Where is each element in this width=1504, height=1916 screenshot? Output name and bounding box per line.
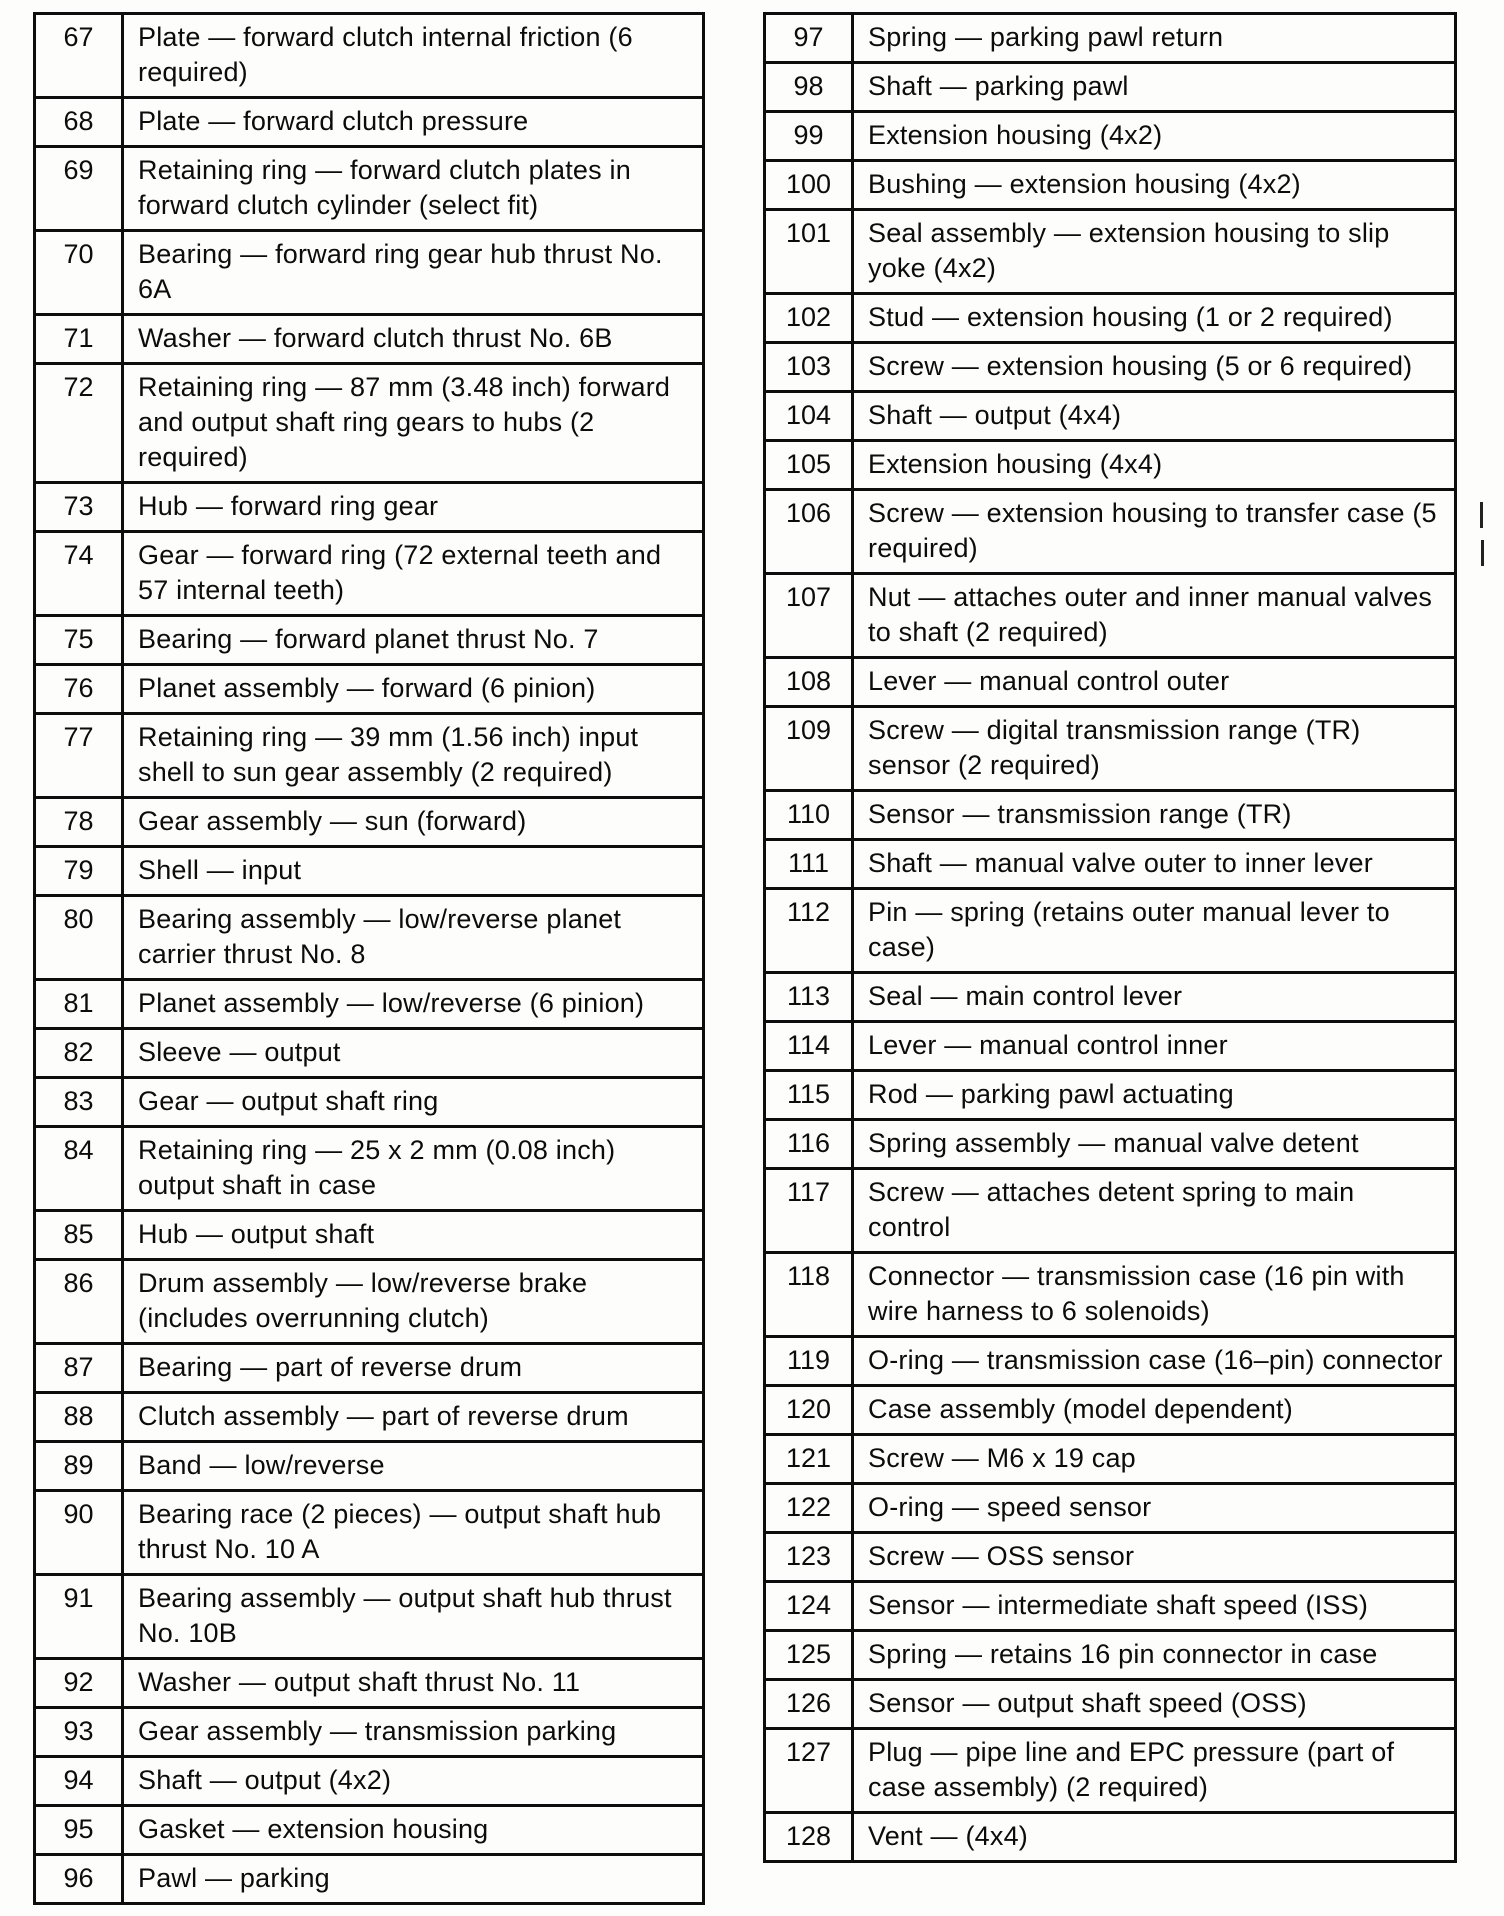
- table-row: [766, 1678, 1454, 1727]
- table-row: [766, 1811, 1454, 1860]
- table-row: [36, 796, 702, 845]
- part-number-cell: 124: [766, 1583, 854, 1629]
- part-description-cell: Spring assembly — manual valve detent: [868, 1128, 1359, 1158]
- part-description-cell: Extension housing (4x4): [868, 449, 1163, 479]
- table-row: [36, 1076, 702, 1125]
- part-number-cell: 82: [36, 1030, 124, 1076]
- part-number-cell: 103: [766, 344, 854, 390]
- part-description-cell: Shaft — output (4x2): [138, 1765, 392, 1795]
- part-description-cell: Screw — digital transmission range (TR) sensor (2 required): [868, 715, 1361, 780]
- table-row: [36, 1804, 702, 1853]
- part-description-cell: Bearing race (2 pieces) — output shaft hub thrust No. 10 A: [138, 1499, 662, 1564]
- table-row: [36, 145, 702, 229]
- part-number-cell: 70: [36, 232, 124, 313]
- table-row: [766, 789, 1454, 838]
- part-description-cell: O-ring — transmission case (16–pin) connector: [868, 1345, 1443, 1375]
- part-description-cell: Retaining ring — 87 mm (3.48 inch) forward and output shaft ring gears to hubs (2 required): [138, 372, 671, 472]
- part-number-cell: 97: [766, 15, 854, 61]
- part-number-cell: 73: [36, 484, 124, 530]
- part-description-cell: Nut — attaches outer and inner manual valves to shaft (2 required): [868, 582, 1433, 647]
- table-row: [766, 1118, 1454, 1167]
- part-number-cell: 110: [766, 792, 854, 838]
- part-description-cell: Bearing assembly — low/reverse planet carrier thrust No. 8: [138, 904, 622, 969]
- part-number-cell: 76: [36, 666, 124, 712]
- part-number-cell: 80: [36, 897, 124, 978]
- table-row: [36, 1342, 702, 1391]
- table-row: [766, 110, 1454, 159]
- part-number-cell: 96: [36, 1856, 124, 1902]
- part-description-cell: Rod — parking pawl actuating: [868, 1079, 1234, 1109]
- part-number-cell: 95: [36, 1807, 124, 1853]
- table-row: [766, 572, 1454, 656]
- part-description-cell: Bearing — part of reverse drum: [138, 1352, 523, 1382]
- part-description-cell: Bearing — forward planet thrust No. 7: [138, 624, 599, 654]
- part-number-cell: 81: [36, 981, 124, 1027]
- table-row: [766, 1531, 1454, 1580]
- table-row: [36, 978, 702, 1027]
- table-row: [766, 1482, 1454, 1531]
- part-number-cell: 89: [36, 1443, 124, 1489]
- table-row: [766, 1433, 1454, 1482]
- table-row: [36, 1706, 702, 1755]
- part-description-cell: Extension housing (4x2): [868, 120, 1163, 150]
- part-number-cell: 86: [36, 1261, 124, 1342]
- part-description-cell: Retaining ring — forward clutch plates in forward clutch cylinder (select fit): [138, 155, 631, 220]
- part-description-cell: Bearing assembly — output shaft hub thrust No. 10B: [138, 1583, 672, 1648]
- part-number-cell: 109: [766, 708, 854, 789]
- table-row: [766, 1167, 1454, 1251]
- table-row: [766, 1020, 1454, 1069]
- part-number-cell: 107: [766, 575, 854, 656]
- part-description-cell: Shaft — manual valve outer to inner lever: [868, 848, 1373, 878]
- part-number-cell: 114: [766, 1023, 854, 1069]
- part-description-cell: Shaft — parking pawl: [868, 71, 1129, 101]
- part-description-cell: Drum assembly — low/reverse brake (includes overrunning clutch): [138, 1268, 588, 1333]
- part-number-cell: 108: [766, 659, 854, 705]
- part-number-cell: 117: [766, 1170, 854, 1251]
- part-number-cell: 113: [766, 974, 854, 1020]
- part-number-cell: 92: [36, 1660, 124, 1706]
- table-row: [766, 1629, 1454, 1678]
- part-number-cell: 125: [766, 1632, 854, 1678]
- part-description-cell: Shaft — output (4x4): [868, 400, 1122, 430]
- part-description-cell: Hub — forward ring gear: [138, 491, 439, 521]
- table-row: [766, 1069, 1454, 1118]
- table-row: [36, 1853, 702, 1902]
- part-description-cell: Hub — output shaft: [138, 1219, 375, 1249]
- table-row: [36, 1489, 702, 1573]
- part-description-cell: Screw — OSS sensor: [868, 1541, 1135, 1571]
- table-row: [766, 1727, 1454, 1811]
- part-number-cell: 99: [766, 113, 854, 159]
- part-description-cell: Screw — extension housing to transfer case (5 required): [868, 498, 1437, 563]
- part-description-cell: Sleeve — output: [138, 1037, 341, 1067]
- table-row: [36, 845, 702, 894]
- table-row: [766, 887, 1454, 971]
- part-number-cell: 106: [766, 491, 854, 572]
- part-description-cell: Case assembly (model dependent): [868, 1394, 1293, 1424]
- part-description-cell: Planet assembly — forward (6 pinion): [138, 673, 596, 703]
- part-number-cell: 116: [766, 1121, 854, 1167]
- part-description-cell: Seal — main control lever: [868, 981, 1183, 1011]
- part-description-cell: Screw — extension housing (5 or 6 required): [868, 351, 1413, 381]
- part-description-cell: Pin — spring (retains outer manual lever to case): [868, 897, 1390, 962]
- part-description-cell: Sensor — intermediate shaft speed (ISS): [868, 1590, 1369, 1620]
- table-row: [36, 1573, 702, 1657]
- part-description-cell: Spring — retains 16 pin connector in case: [868, 1639, 1378, 1669]
- table-row: [36, 1440, 702, 1489]
- table-row: [766, 390, 1454, 439]
- part-number-cell: 119: [766, 1338, 854, 1384]
- table-row: [36, 96, 702, 145]
- table-row: [36, 229, 702, 313]
- table-row: [766, 656, 1454, 705]
- table-row: [766, 1251, 1454, 1335]
- part-number-cell: 121: [766, 1436, 854, 1482]
- part-number-cell: 88: [36, 1394, 124, 1440]
- table-row: [766, 341, 1454, 390]
- part-description-cell: Retaining ring — 39 mm (1.56 inch) input shell to sun gear assembly (2 required): [138, 722, 639, 787]
- part-number-cell: 74: [36, 533, 124, 614]
- table-row: [36, 1755, 702, 1804]
- part-description-cell: Spring — parking pawl return: [868, 22, 1224, 52]
- table-row: [36, 481, 702, 530]
- table-row: [36, 614, 702, 663]
- part-description-cell: Seal assembly — extension housing to slip yoke (4x2): [868, 218, 1390, 283]
- part-description-cell: Gear assembly — sun (forward): [138, 806, 527, 836]
- part-number-cell: 100: [766, 162, 854, 208]
- part-description-cell: Screw — attaches detent spring to main control: [868, 1177, 1355, 1242]
- part-description-cell: Washer — output shaft thrust No. 11: [138, 1667, 581, 1697]
- part-number-cell: 115: [766, 1072, 854, 1118]
- part-number-cell: 126: [766, 1681, 854, 1727]
- part-description-cell: Gear assembly — transmission parking: [138, 1716, 617, 1746]
- table-row: [766, 1335, 1454, 1384]
- table-row: [36, 362, 702, 481]
- part-number-cell: 71: [36, 316, 124, 362]
- table-row: [766, 488, 1454, 572]
- part-description-cell: Bushing — extension housing (4x2): [868, 169, 1301, 199]
- part-description-cell: Planet assembly — low/reverse (6 pinion): [138, 988, 645, 1018]
- part-number-cell: 90: [36, 1492, 124, 1573]
- part-description-cell: Connector — transmission case (16 pin with wire harness to 6 solenoids): [868, 1261, 1405, 1326]
- part-description-cell: Plug — pipe line and EPC pressure (part of case assembly) (2 required): [868, 1737, 1395, 1802]
- table-row: [36, 1391, 702, 1440]
- part-number-cell: 118: [766, 1254, 854, 1335]
- part-number-cell: 120: [766, 1387, 854, 1433]
- table-row: [766, 292, 1454, 341]
- part-description-cell: Clutch assembly — part of reverse drum: [138, 1401, 629, 1431]
- part-description-cell: Retaining ring — 25 x 2 mm (0.08 inch) output shaft in case: [138, 1135, 616, 1200]
- table-row: [36, 1125, 702, 1209]
- part-description-cell: Gear — forward ring (72 external teeth and 57 internal teeth): [138, 540, 662, 605]
- part-description-cell: Bearing — forward ring gear hub thrust No. 6A: [138, 239, 663, 304]
- table-row: [36, 313, 702, 362]
- table-row: [766, 1580, 1454, 1629]
- part-number-cell: 84: [36, 1128, 124, 1209]
- part-number-cell: 105: [766, 442, 854, 488]
- part-number-cell: 68: [36, 99, 124, 145]
- part-number-cell: 102: [766, 295, 854, 341]
- parts-table-left: [33, 12, 705, 1905]
- table-row: [766, 971, 1454, 1020]
- part-description-cell: O-ring — speed sensor: [868, 1492, 1152, 1522]
- table-row: [36, 1027, 702, 1076]
- table-row: [36, 1209, 702, 1258]
- table-row: [36, 1258, 702, 1342]
- part-number-cell: 79: [36, 848, 124, 894]
- part-number-cell: 128: [766, 1814, 854, 1860]
- part-description-cell: Gasket — extension housing: [138, 1814, 489, 1844]
- part-description-cell: Washer — forward clutch thrust No. 6B: [138, 323, 613, 353]
- part-number-cell: 77: [36, 715, 124, 796]
- part-number-cell: 101: [766, 211, 854, 292]
- scan-artifact: [1480, 502, 1483, 528]
- table-row: [766, 1384, 1454, 1433]
- part-description-cell: Lever — manual control inner: [868, 1030, 1228, 1060]
- part-number-cell: 72: [36, 365, 124, 481]
- table-row: [766, 208, 1454, 292]
- part-description-cell: Gear — output shaft ring: [138, 1086, 439, 1116]
- part-number-cell: 94: [36, 1758, 124, 1804]
- part-description-cell: Stud — extension housing (1 or 2 required): [868, 302, 1393, 332]
- part-number-cell: 122: [766, 1485, 854, 1531]
- part-description-cell: Lever — manual control outer: [868, 666, 1230, 696]
- table-row: [36, 712, 702, 796]
- table-row: [36, 894, 702, 978]
- part-description-cell: Vent — (4x4): [868, 1821, 1028, 1851]
- part-description-cell: Pawl — parking: [138, 1863, 330, 1893]
- part-number-cell: 67: [36, 15, 124, 96]
- part-description-cell: Plate — forward clutch internal friction (6 required): [138, 22, 633, 87]
- part-number-cell: 87: [36, 1345, 124, 1391]
- part-description-cell: Screw — M6 x 19 cap: [868, 1443, 1136, 1473]
- part-number-cell: 123: [766, 1534, 854, 1580]
- part-description-cell: Shell — input: [138, 855, 302, 885]
- part-number-cell: 93: [36, 1709, 124, 1755]
- table-row: [766, 705, 1454, 789]
- table-row: [766, 159, 1454, 208]
- table-row: [766, 15, 1454, 61]
- table-row: [36, 15, 702, 96]
- part-number-cell: 75: [36, 617, 124, 663]
- table-row: [36, 663, 702, 712]
- part-number-cell: 112: [766, 890, 854, 971]
- parts-table-right: [763, 12, 1457, 1863]
- table-row: [36, 1657, 702, 1706]
- table-row: [766, 838, 1454, 887]
- part-description-cell: Plate — forward clutch pressure: [138, 106, 529, 136]
- part-number-cell: 127: [766, 1730, 854, 1811]
- part-description-cell: Sensor — transmission range (TR): [868, 799, 1292, 829]
- part-number-cell: 85: [36, 1212, 124, 1258]
- part-number-cell: 69: [36, 148, 124, 229]
- part-number-cell: 111: [766, 841, 854, 887]
- part-number-cell: 78: [36, 799, 124, 845]
- table-row: [36, 530, 702, 614]
- part-number-cell: 91: [36, 1576, 124, 1657]
- part-description-cell: Sensor — output shaft speed (OSS): [868, 1688, 1307, 1718]
- part-number-cell: 98: [766, 64, 854, 110]
- part-description-cell: Band — low/reverse: [138, 1450, 385, 1480]
- table-row: [766, 439, 1454, 488]
- part-number-cell: 83: [36, 1079, 124, 1125]
- table-row: [766, 61, 1454, 110]
- part-number-cell: 104: [766, 393, 854, 439]
- scan-artifact: [1481, 540, 1484, 566]
